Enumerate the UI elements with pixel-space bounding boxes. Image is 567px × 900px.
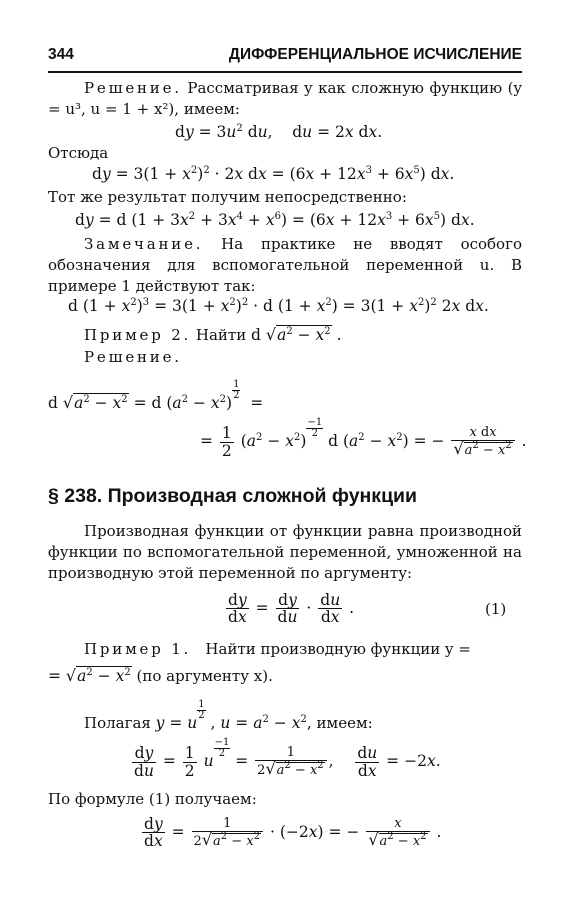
solution2-label: Решение.: [84, 348, 182, 366]
running-title: ДИФФЕРЕНЦИАЛЬНОЕ ИСЧИСЛЕНИЕ: [228, 46, 522, 63]
section-title: § 238. Производная сложной функции: [48, 485, 418, 507]
remark-paragraph: [48, 234, 522, 297]
formula-direct: dy = d $(1 + 3x^2 + 3x^4 + x^6) = (6x + 12x^3 + 6x^5)$ dx.: [75, 211, 475, 229]
example2-body: Найти: [195, 326, 247, 344]
remark-label: Замечание.: [84, 235, 204, 253]
definition-paragraph: Производная функции от функции равна производной функции по вспомогательной переменной, умноженной на производную этой переменной по аргументу:: [48, 522, 522, 582]
example2-line: Пример 2. Найти d $√a^2 - x^2$ .: [84, 325, 342, 344]
equation-number: (1): [485, 600, 507, 618]
example1-cont: (по аргументу x).: [136, 667, 273, 685]
example1-label: Пример 1.: [84, 640, 192, 658]
formula-chain-rule: $\frac{dy}{dx}$ = $\frac{dy}{du}$ · $\frac{du}{dx}$ .: [228, 591, 355, 627]
we-have-text: имеем:: [316, 714, 373, 732]
hence-text: Отсюда: [48, 144, 109, 162]
solution-body: Рассматривая y как сложную функцию (y = u³, u = 1 + x²), имеем:: [48, 79, 522, 118]
example1-line1: [84, 640, 471, 658]
formula-ex2-line1: d $√a^2 - x^2 = d$ $(a^2 - x^2)$ $\frac{1}{2}$ =: [48, 379, 264, 412]
formula-du: dy = $3u^2$ du, du = 2x dx.: [175, 123, 383, 141]
header-rule: [48, 71, 522, 73]
solution-paragraph: [48, 78, 522, 120]
formula-result: $\frac{dy}{dx}$ = $\frac{1}{2√a^2 - x^2}$ · (−2x) = − $\frac{x}{√a^2 - x^2}$ .: [144, 815, 442, 851]
putting-text: Полагая: [84, 714, 151, 732]
formula-remark: d $(1 + x^2)^3 = 3(1 + x^2)^2 \cdot d$ $(1 + x^2) = 3(1 + x^2)^2$ 2x dx.: [68, 297, 489, 315]
putting-line: Полагая y = u $\frac{1}{2}$ , $u = a^2 - x^2$, имеем:: [84, 699, 373, 732]
example1-body: Найти производную функции y =: [205, 640, 471, 658]
by-formula-text: По формуле (1) получаем:: [48, 790, 257, 808]
formula-dy: dy = $3(1 + x^2)^2 \cdot 2x$ dx = $(6x + 12x^3 + 6x^5)$ dx.: [92, 165, 455, 183]
formula-derivatives: $\frac{dy}{du}$ = $\frac{1}{2}$ u $\frac{-1}{2}$ = $\frac{1}{2√a^2 - x^2}$ , $\frac{du}{dx}$ = −2x.: [134, 737, 441, 780]
solution-label: Решение.: [84, 79, 182, 97]
example1-line2: = $√a^2 - x^2$ (по аргументу x).: [48, 666, 273, 685]
page-number: 344: [48, 46, 74, 63]
example2-label: Пример 2.: [84, 326, 192, 344]
formula-ex2-line2: = $\frac{1}{2}$ $(a^2 - x^2)$ $\frac{-1}{2}$ d $(a^2 - x^2)$ = − $\frac{\text{x dx}}{√a^2 - x^2}$ .: [200, 417, 527, 460]
same-result-text: Тот же результат получим непосредственно:: [48, 188, 407, 206]
remark-body: На практике не вводят особого обозначения для вспомогательной переменной u. В примере 1 действуют так:: [48, 235, 522, 295]
